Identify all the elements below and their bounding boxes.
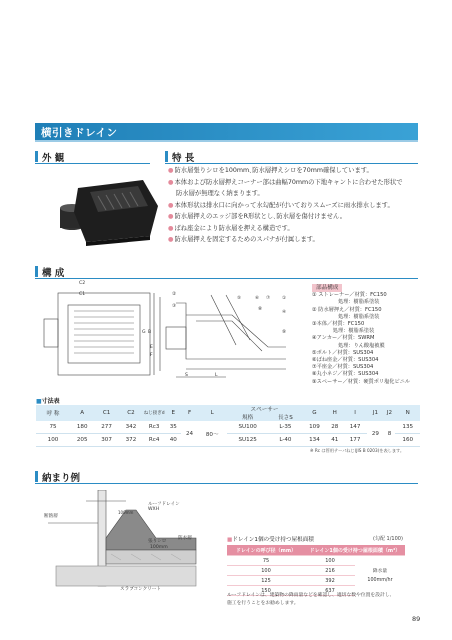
drawing-label-9: ⑨ — [282, 330, 287, 335]
drawing-label-1: ① — [282, 296, 287, 301]
drawing-label-4: ④ — [282, 310, 287, 315]
dims-row: 100 205 307 372 Rc4 40 SU125 L-40 134 41 177 160 — [36, 434, 420, 447]
part-item: ⑥ばね座金／材質：SUS304 — [312, 357, 379, 364]
part-item: ① ストレーナー／材質：FC150 — [312, 292, 387, 299]
install-label-slab: スラブコンクリート — [120, 587, 162, 592]
part-item: ⑧丸小ネジ／材質：SUS304 — [312, 371, 379, 378]
product-photo — [38, 168, 163, 250]
section-heading-features: 特 長 — [165, 150, 418, 164]
part-item: 処理：樹脂系塗装 — [312, 313, 380, 320]
drain-title: ■ドレイン1個の受け持つ屋根面積 — [227, 537, 314, 543]
drain-row: 125 392 — [227, 576, 405, 586]
drawing-label-f: F — [150, 353, 153, 358]
drawing-label-c2: C2 — [79, 281, 86, 286]
page-title: 横引きドレイン — [41, 127, 118, 139]
install-label-100mm-v: 100mm — [118, 510, 134, 515]
part-item: ④アンカー／材質：SWRM — [312, 335, 375, 342]
drawing-label-5: ⑤ — [237, 296, 242, 301]
drawing-label-s: S — [185, 373, 188, 378]
drawing-label-c1: C1 — [79, 292, 86, 297]
feature-item: ●防水層押えを固定するためのスパナが付属します。 — [168, 236, 319, 243]
drawing-label-l: L — [215, 373, 218, 378]
part-item: ② 防水層押え／材質：FC150 — [312, 306, 382, 313]
feature-item: ●本体および防水層押えコーナー部は曲幅70mmの下地キャントに合わせた形状で — [168, 178, 403, 186]
drain-row: 75 100 降水量 100mm/hr — [227, 556, 405, 566]
parts-heading: 部品構成 — [312, 284, 342, 292]
install-label-drain: ルーフドレイン — [148, 502, 180, 507]
dims-title: ■寸法表 — [36, 398, 60, 405]
install-drawing — [36, 490, 211, 600]
page-number: 89 — [412, 615, 421, 623]
drawing-label-2: ② — [172, 292, 177, 297]
dims-header-row: 呼 称 A C1 C2 ねじ接ぎd E F L スペーサー G H I J1 J2 N — [36, 405, 420, 413]
part-item: 処理：樹脂系塗装 — [312, 299, 380, 306]
install-label-wxh: WXH — [148, 507, 160, 512]
part-item: 処理：りん酸塩被膜 — [312, 342, 385, 349]
part-item: ⑦平座金／材質：SUS304 — [312, 364, 374, 371]
drain-row: 150 637 — [227, 586, 405, 596]
dims-note: ※ Rc は管用テーパねじ(JIS B 0203)を表します。 — [310, 448, 405, 453]
install-label-100mm: 100mm — [150, 545, 168, 550]
dims-row: 75 180 277 342 Rc3 35 24 80～ SU100 L-35 109 28 147 29 8 135 — [36, 421, 420, 434]
feature-item: ●ばね座金により防水層を押える構造です。 — [168, 224, 294, 232]
drawing-label-7: ⑦ — [266, 296, 271, 301]
part-item: ③本体／材質：FC150 — [312, 321, 365, 328]
feature-item: ●防水層押えのエッジ部をR形状とし､防水層を傷付けません。 — [168, 213, 346, 220]
section-heading-appearance: 外 観 — [35, 150, 150, 164]
page-title-bar — [35, 123, 418, 142]
drain-unit: (勾配 1/100) — [373, 536, 403, 542]
drain-note: ルーフドレインは、建築物の降雨量などを確認し、適切な数や位置を設計し、 施工を行うことをお勧めします。 — [227, 593, 395, 606]
drawing-label-b: B — [148, 330, 152, 335]
section-heading-structure: 構 成 — [35, 265, 418, 279]
install-label-insulation: 断熱層 — [44, 514, 58, 519]
install-label-waterproof: 防水層 — [178, 536, 192, 541]
drawing-label-6: ⑥ — [255, 296, 260, 301]
feature-item-cont: 防水層が無理なく納まります。 — [176, 190, 264, 197]
drawing-label-e: E — [150, 345, 153, 350]
drain-table — [227, 545, 405, 596]
drain-header-row: ドレインの呼び径（mm） ドレイン1個の受け持つ屋根面積（m²） — [227, 545, 405, 556]
feature-item: ●本体形状は排水口に向かって水勾配が付いておりスムーズに雨水排水します。 — [168, 201, 394, 209]
dims-table: 呼 称 A C1 C2 ねじ接ぎd E F L スペーサー G H I J1 J2 N 規格 長さS 75 180 277 342 Rc3 35 24 80～ SU100 L-35 109 28 147 29 8 135 100 205 307 372 Rc4 40 SU125 L-40 134 41 177 160 — [36, 405, 420, 447]
drawing-label-g: G — [142, 330, 146, 335]
section-heading-install: 納まり例 — [35, 470, 418, 484]
parts-list — [312, 284, 422, 386]
drain-row: 100 216 — [227, 566, 405, 576]
part-item: 処理：樹脂系塗装 — [312, 328, 375, 335]
part-item: ⑤ボルト／材質：SUS304 — [312, 349, 374, 356]
part-item: ⑨スペーサー／材質：硬質ポリ塩化ビニル — [312, 378, 411, 385]
feature-list — [168, 165, 423, 246]
drawing-label-8: ⑧ — [258, 307, 263, 312]
install-label-margin: 張りシロ — [148, 539, 167, 544]
feature-item: ●防水層張りシロを100mm､防水層押えシロを70mm確保しています。 — [168, 167, 373, 174]
drawing-label-3: ③ — [172, 304, 177, 309]
